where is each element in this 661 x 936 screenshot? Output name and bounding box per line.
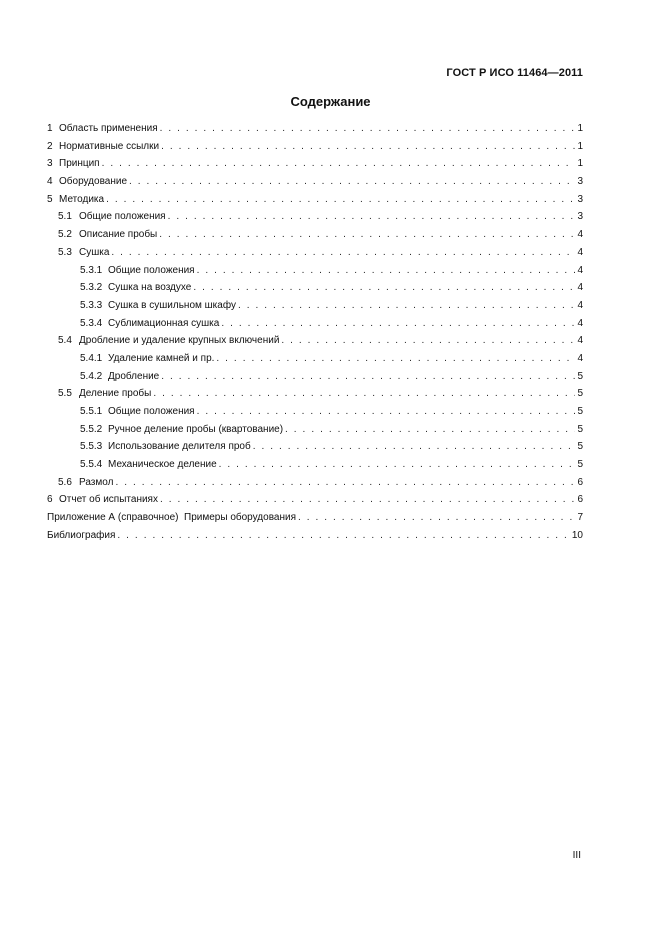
toc-entry[interactable] [47, 509, 583, 527]
toc-entry-page: 5 [577, 406, 583, 417]
toc-title: Содержание [290, 94, 371, 109]
toc-entry[interactable] [47, 155, 583, 173]
toc-entry-number: 5.5 [58, 388, 72, 400]
toc-entry-label: Общие положения [79, 211, 166, 223]
toc-entry[interactable] [47, 350, 583, 368]
toc-entry-label: Размол [79, 476, 114, 488]
toc-entry-number: 5.3.4 [80, 317, 103, 329]
toc-entry-label: Область применения [59, 123, 158, 134]
toc-leader-dots [153, 385, 575, 403]
toc-leader-dots [161, 138, 575, 156]
toc-entry-page: 4 [577, 335, 583, 347]
toc-leader-dots [281, 332, 575, 350]
toc-leader-dots [221, 315, 575, 333]
toc-leader-dots [160, 491, 575, 509]
toc-leader-dots [117, 527, 569, 545]
toc-leader-dots [160, 120, 576, 138]
toc-leader-dots [253, 438, 576, 456]
toc-entry-label: Дробление [108, 370, 160, 382]
toc-entry-label: Общие положения [108, 264, 195, 276]
toc-leader-dots [129, 173, 575, 191]
toc-entry-number: 5.2 [58, 229, 72, 241]
toc-entry[interactable] [47, 138, 583, 156]
toc-leader-dots [219, 456, 576, 474]
toc-entry-label: Сушка на воздухе [108, 282, 192, 294]
toc-leader-dots [161, 368, 575, 386]
toc-leader-dots [216, 350, 575, 368]
toc-entry-number: 5.3.3 [80, 299, 103, 311]
toc-entry-number: 5.5.3 [80, 441, 103, 453]
toc-entry[interactable] [47, 173, 583, 191]
toc-leader-dots [298, 509, 575, 527]
toc-leader-dots [238, 297, 575, 315]
toc-entry-label: Приложение А (справочное) Примеры оборудования [47, 512, 296, 524]
toc-entry-number: 5.3 [58, 246, 72, 258]
toc-entry-page: 4 [577, 229, 583, 241]
toc-entry-page: 10 [571, 529, 583, 541]
toc-entry-label: Механическое деление [108, 459, 217, 471]
toc-leader-dots [193, 279, 575, 297]
toc-entry[interactable] [47, 208, 583, 226]
toc-entry-label: Оборудование [59, 176, 128, 188]
toc-entry-label: Общие положения [108, 406, 195, 417]
toc-entry-page: 4 [577, 352, 583, 364]
toc-leader-dots [285, 421, 575, 439]
toc-entry-label: Нормативные ссылки [59, 140, 160, 152]
toc-entry[interactable] [47, 262, 583, 280]
toc-entry-number: 5.4 [58, 335, 72, 347]
toc-entry-number: 3 [47, 158, 53, 170]
toc-entry-label: Методика [59, 193, 105, 205]
toc-leader-dots [102, 155, 576, 173]
toc-entry-number: 5.6 [58, 476, 72, 488]
toc-leader-dots [197, 403, 576, 421]
toc-entry-number: 6 [47, 494, 53, 506]
toc-entry-label: Сушка [79, 246, 110, 258]
toc-entry[interactable] [47, 438, 583, 456]
toc-entry[interactable] [47, 279, 583, 297]
toc-entry-page: 3 [577, 193, 583, 205]
toc-entry[interactable] [47, 244, 583, 262]
toc-entry-number: 2 [47, 140, 53, 152]
toc-entry-page: 6 [577, 476, 583, 488]
toc-entry-number: 5.4.1 [80, 352, 103, 364]
toc-leader-dots [168, 208, 576, 226]
toc-entry[interactable] [47, 456, 583, 474]
toc-entry-page: 5 [577, 423, 583, 435]
toc-entry-page: 5 [577, 441, 583, 453]
toc-entry[interactable] [47, 226, 583, 244]
toc-entry-page: 4 [577, 264, 583, 276]
toc-entry[interactable] [47, 527, 583, 545]
toc-entry[interactable] [47, 332, 583, 350]
toc-entry[interactable] [47, 403, 583, 421]
toc-leader-dots [115, 474, 575, 492]
toc-entry-number: 5.4.2 [80, 370, 103, 382]
toc-entry-number: 1 [47, 123, 53, 134]
toc-leader-dots [159, 226, 575, 244]
toc-entry[interactable] [47, 191, 583, 209]
toc-entry-label: Ручное деление пробы (квартование) [108, 423, 284, 435]
toc-entry[interactable] [47, 421, 583, 439]
toc-entry-number: 5 [47, 193, 53, 205]
toc-entry-page: 4 [577, 246, 583, 258]
toc-entry-number: 4 [47, 176, 53, 188]
toc-entry[interactable] [47, 368, 583, 386]
toc-entry-label: Сушка в сушильном шкафу [108, 299, 236, 311]
toc-leader-dots [106, 191, 575, 209]
toc-entry[interactable] [47, 474, 583, 492]
toc-entry-label: Принцип [59, 158, 100, 170]
toc-entry-page: 1 [577, 158, 583, 170]
toc-entry-page: 7 [577, 512, 583, 524]
toc-leader-dots [197, 262, 576, 280]
toc-entry[interactable] [47, 491, 583, 509]
toc-entry-label: Сублимационная сушка [108, 317, 220, 329]
toc-entry-number: 5.1 [58, 211, 72, 223]
toc-entry-page: 4 [577, 299, 583, 311]
toc-entry-page: 3 [577, 176, 583, 188]
toc-entry[interactable] [47, 297, 583, 315]
toc-entry-number: 5.5.1 [80, 406, 103, 417]
toc-entry-page: 5 [577, 388, 583, 400]
toc-entry-label: Деление пробы [79, 388, 152, 400]
toc-entry-label: Отчет об испытаниях [59, 494, 158, 506]
toc-entry-label: Дробление и удаление крупных включений [79, 335, 280, 347]
toc-entry-page: 4 [577, 317, 583, 329]
toc-entry-page: 4 [577, 282, 583, 294]
toc-entry-number: 5.5.2 [80, 423, 103, 435]
toc-entry[interactable] [47, 385, 583, 403]
toc-entry-page: 6 [577, 494, 583, 506]
toc-entry-number: 5.5.4 [80, 459, 103, 471]
toc-entry-number: 5.3.1 [80, 264, 103, 276]
toc-entry-page: 1 [577, 123, 583, 134]
toc-entry[interactable] [47, 120, 583, 138]
toc-entry[interactable] [47, 315, 583, 333]
toc-entry-label: Библиография [47, 529, 116, 541]
toc-entry-label: Использование делителя проб [108, 441, 251, 453]
toc-entry-number: 5.3.2 [80, 282, 103, 294]
toc-entry-page: 1 [577, 140, 583, 152]
toc-entry-page: 5 [577, 370, 583, 382]
toc-leader-dots [111, 244, 575, 262]
toc-entry-page: 5 [577, 459, 583, 471]
toc-entry-label: Удаление камней и пр. [108, 352, 215, 364]
table-of-contents [47, 120, 583, 545]
toc-entry-label: Описание пробы [79, 229, 158, 241]
toc-entry-page: 3 [577, 211, 583, 223]
document-code: ГОСТ Р ИСО 11464—2011 [446, 67, 583, 79]
page-number: III [572, 850, 581, 861]
